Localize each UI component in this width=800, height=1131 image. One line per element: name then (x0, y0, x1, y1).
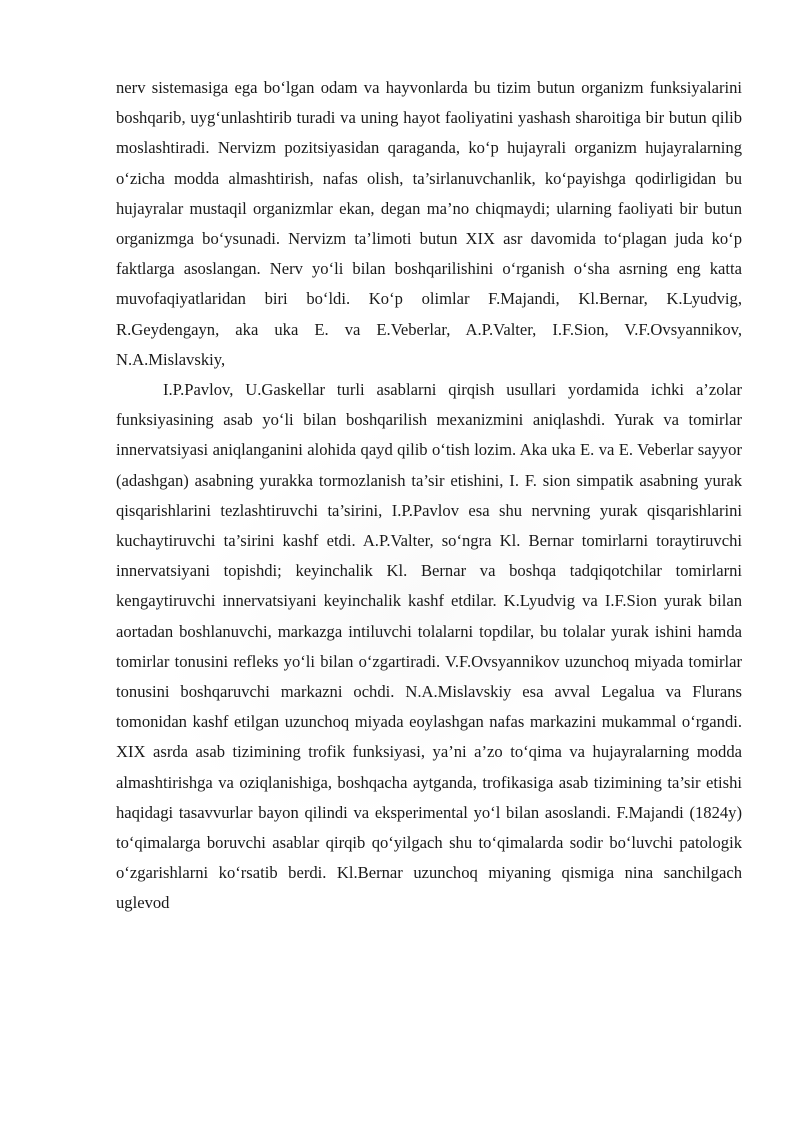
paragraph-1: nerv sistemasiga ega bo‘lgan odam va hayvonlarda bu tizim butun organizm funksiyalarini boshqarib, uyg‘unlashtirib turadi va uning hayot faoliyatini yashash sharoitiga bir butun qilib moslashtiradi. Nervizm pozitsiyasidan qaraganda, ko‘p hujayrali organizm hujayralarning o‘zicha modda almashtirish, nafas olish, ta’sirlanuvchanlik, ko‘payishga qodirligidan bu hujayralar mustaqil organizmlar ekan, degan ma’no chiqmaydi; ularning faoliyati bir butun organizmga bo‘ysunadi. Nervizm ta’limoti butun XIX asr davomida to‘plagan juda ko‘p faktlarga asoslangan. Nerv yo‘li bilan boshqarilishini o‘rganish o‘sha asrning eng katta muvofaqiyatlaridan biri bo‘ldi. Ko‘p olimlar F.Majandi, Kl.Bernar, K.Lyudvig, R.Geydengayn, aka uka E. va E.Veberlar, A.P.Valter, I.F.Sion, V.F.Ovsyannikov, N.A.Mislavskiy, (116, 78, 742, 369)
body-text (116, 73, 742, 919)
paragraph-2: I.P.Pavlov, U.Gaskellar turli asablarni qirqish usullari yordamida ichki a’zolar funksiyasining asab yo‘li bilan boshqarilish mexanizmini aniqlashdi. Yurak va tomirlar innervatsiyasi aniqlanganini alohida qayd qilib o‘tish lozim. Aka uka E. va E. Veberlar sayyor (adashgan) asabning yurakka tormozlanish ta’sir etishini, I. F. sion simpatik asabning yurak qisqarishlarini tezlashtiruvchi ta’sirini, I.P.Pavlov esa shu nervning yurak qisqarishlarini kuchaytiruvchi ta’sirini kashf etdi. A.P.Valter, so‘ngra Kl. Bernar tomirlarni toraytiruvchi innervatsiyani topishdi; keyinchalik Kl. Bernar va boshqa tadqiqotchilar tomirlarni kengaytiruvchi innervatsiyani keyinchalik kashf etdilar. K.Lyudvig va I.F.Sion yurak bilan aortadan boshlanuvchi, markazga intiluvchi tolalarni topdilar, bu tolalar yurak ishini hamda tomirlar tonusini refleks yo‘li bilan o‘zgartiradi. V.F.Ovsyannikov uzunchoq miyada tomirlar tonusini boshqaruvchi markazni ochdi. N.A.Mislavskiy esa avval Legalua va Flurans tomonidan kashf etilgan uzunchoq miyada eoylashgan nafas markazini mukammal o‘rgandi. XIX asrda asab tizimining trofik funksiyasi, ya’ni a’zo to‘qima va hujayralarning modda almashtirishga va oziqlanishiga, boshqacha aytganda, trofikasiga asab tizimining ta’sir etishi haqidagi tasavvurlar bayon qilindi va eksperimental yo‘l bilan asoslandi. F.Majandi (1824y) to‘qimalarga boruvchi asablar qirqib qo‘yilgach shu to‘qimalarda sodir bo‘luvchi patologik o‘zgarishlarni ko‘rsatib berdi. Kl.Bernar uzunchoq miyaning qismiga nina sanchilgach uglevod (116, 380, 742, 913)
